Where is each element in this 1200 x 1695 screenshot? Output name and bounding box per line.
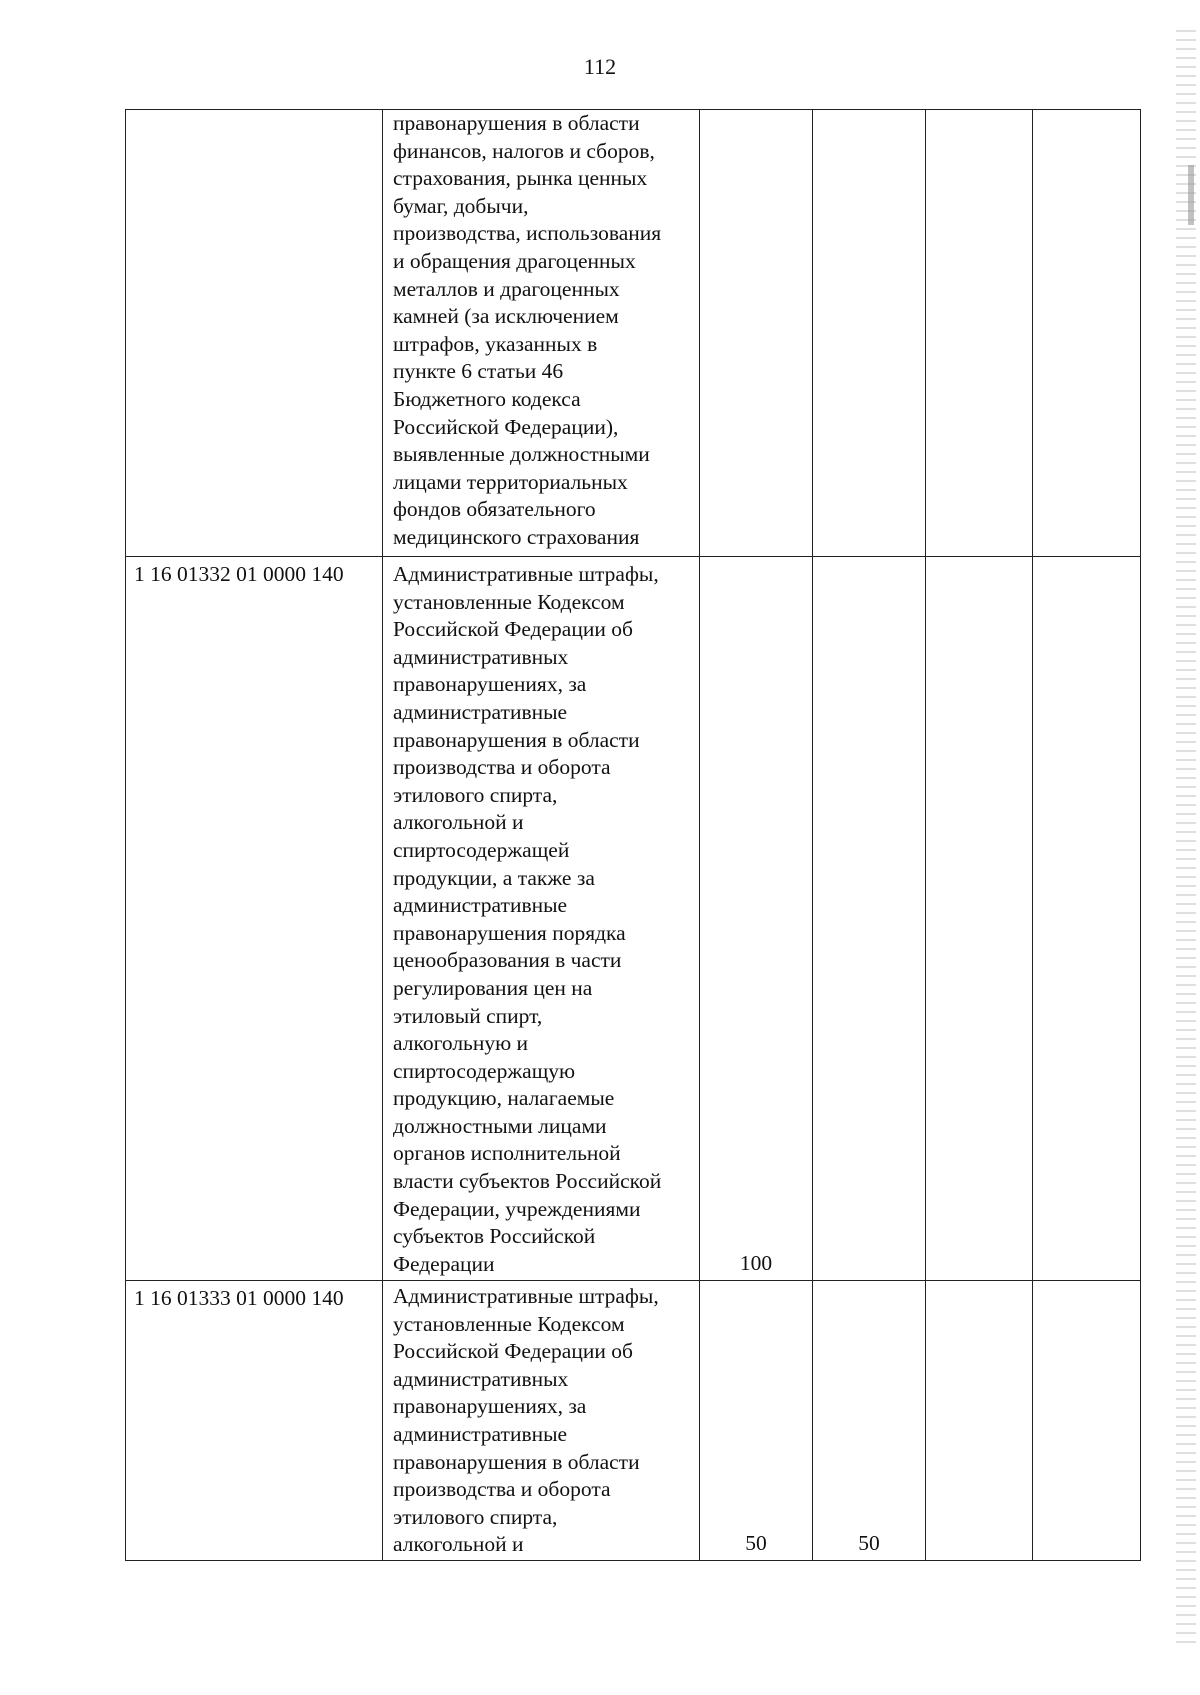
description-line: лицами территориальных [393,469,628,494]
description-line: этиловый спирт, [393,1003,543,1028]
value-cell-1: 50 [700,1281,813,1561]
description-line: правонарушениях, за [393,1394,587,1419]
page-number: 112 [583,54,617,79]
description-line: установленные Кодексом [393,1311,625,1336]
description-line: правонарушения порядка [393,920,626,945]
description-line: правонарушения в области [393,727,640,752]
description-line: Бюджетного кодекса [393,386,581,411]
description-line: правонарушениях, за [393,672,587,697]
description-line: производства и оборота [393,755,611,780]
value-cell-4 [1033,1281,1141,1561]
description-line: власти субъектов Российской [393,1169,662,1194]
description-line: финансов, налогов и сборов, [393,138,655,163]
description-line: пункте 6 статьи 46 [393,359,564,384]
description-line: административные [393,893,568,918]
description-line: административных [393,644,569,669]
description-line: страхования, рынка ценных [393,166,648,191]
description-line: Административные штрафы, [393,1284,659,1308]
description-line: субъектов Российской [393,1224,596,1249]
description-line: бумаг, добычи, [393,193,529,218]
description-line: административных [393,1366,569,1391]
description-line: должностными лицами [393,1113,607,1138]
description-line: органов исполнительной [393,1141,621,1166]
description-line: Административные штрафы, [393,562,659,586]
value-cell-4 [1033,557,1141,1281]
description-line: Российской Федерации об [393,617,633,642]
description-line: правонарушения в области [393,1449,640,1474]
value-cell-2 [813,557,926,1281]
description-line: фондов обязательного [393,497,596,522]
description-line: продукцию, налагаемые [393,1086,615,1111]
description-line: алкогольной и [393,810,524,835]
scan-edge-block [1188,165,1194,225]
description-line: штрафов, указанных в [393,331,598,356]
description-line: производства, использования [393,221,662,246]
revenue-table [125,109,1141,1561]
description-line: производства и оборота [393,1477,611,1502]
description-cell [383,110,700,557]
value-cell-2 [813,110,926,557]
table-row [126,110,1141,557]
value-cell-1: 100 [700,557,813,1281]
description-line: продукции, а также за [393,865,595,890]
value-cell-3 [926,1281,1033,1561]
description-line: спиртосодержащую [393,1058,576,1083]
table-body [126,110,1141,1561]
description-cell [383,557,700,1281]
scan-edge-artifact [1176,30,1196,1650]
budget-code-cell: 1 16 01333 01 0000 140 [126,1281,383,1561]
value-cell-3 [926,557,1033,1281]
description-line: спиртосодержащей [393,837,570,862]
description-line: медицинского страхования [393,524,640,549]
budget-code-cell [126,110,383,557]
table-row [126,557,1141,1281]
value-cell-3 [926,110,1033,557]
description-line: установленные Кодексом [393,589,625,614]
value-cell-1 [700,110,813,557]
description-line: выявленные должностными [393,442,650,467]
value-cell-4 [1033,110,1141,557]
description-line: регулирования цен на [393,975,593,1000]
description-line: металлов и драгоценных [393,276,620,301]
description-line: административные [393,699,568,724]
description-line: и обращения драгоценных [393,248,636,273]
description-line: административные [393,1421,568,1446]
description-line: этилового спирта, [393,782,558,807]
table-row [126,1281,1141,1561]
description-line: этилового спирта, [393,1504,558,1529]
description-line: правонарушения в области [393,111,640,135]
description-line: алкогольной и [393,1532,524,1557]
description-line: камней (за исключением [393,304,619,329]
description-cell [383,1281,700,1561]
value-cell-2: 50 [813,1281,926,1561]
description-line: ценообразования в части [393,948,622,973]
description-line: Российской Федерации), [393,414,619,439]
description-line: алкогольную и [393,1031,529,1056]
budget-code-cell: 1 16 01332 01 0000 140 [126,557,383,1281]
description-line: Российской Федерации об [393,1339,633,1364]
description-line: Федерации [393,1251,495,1276]
description-line: Федерации, учреждениями [393,1196,641,1221]
